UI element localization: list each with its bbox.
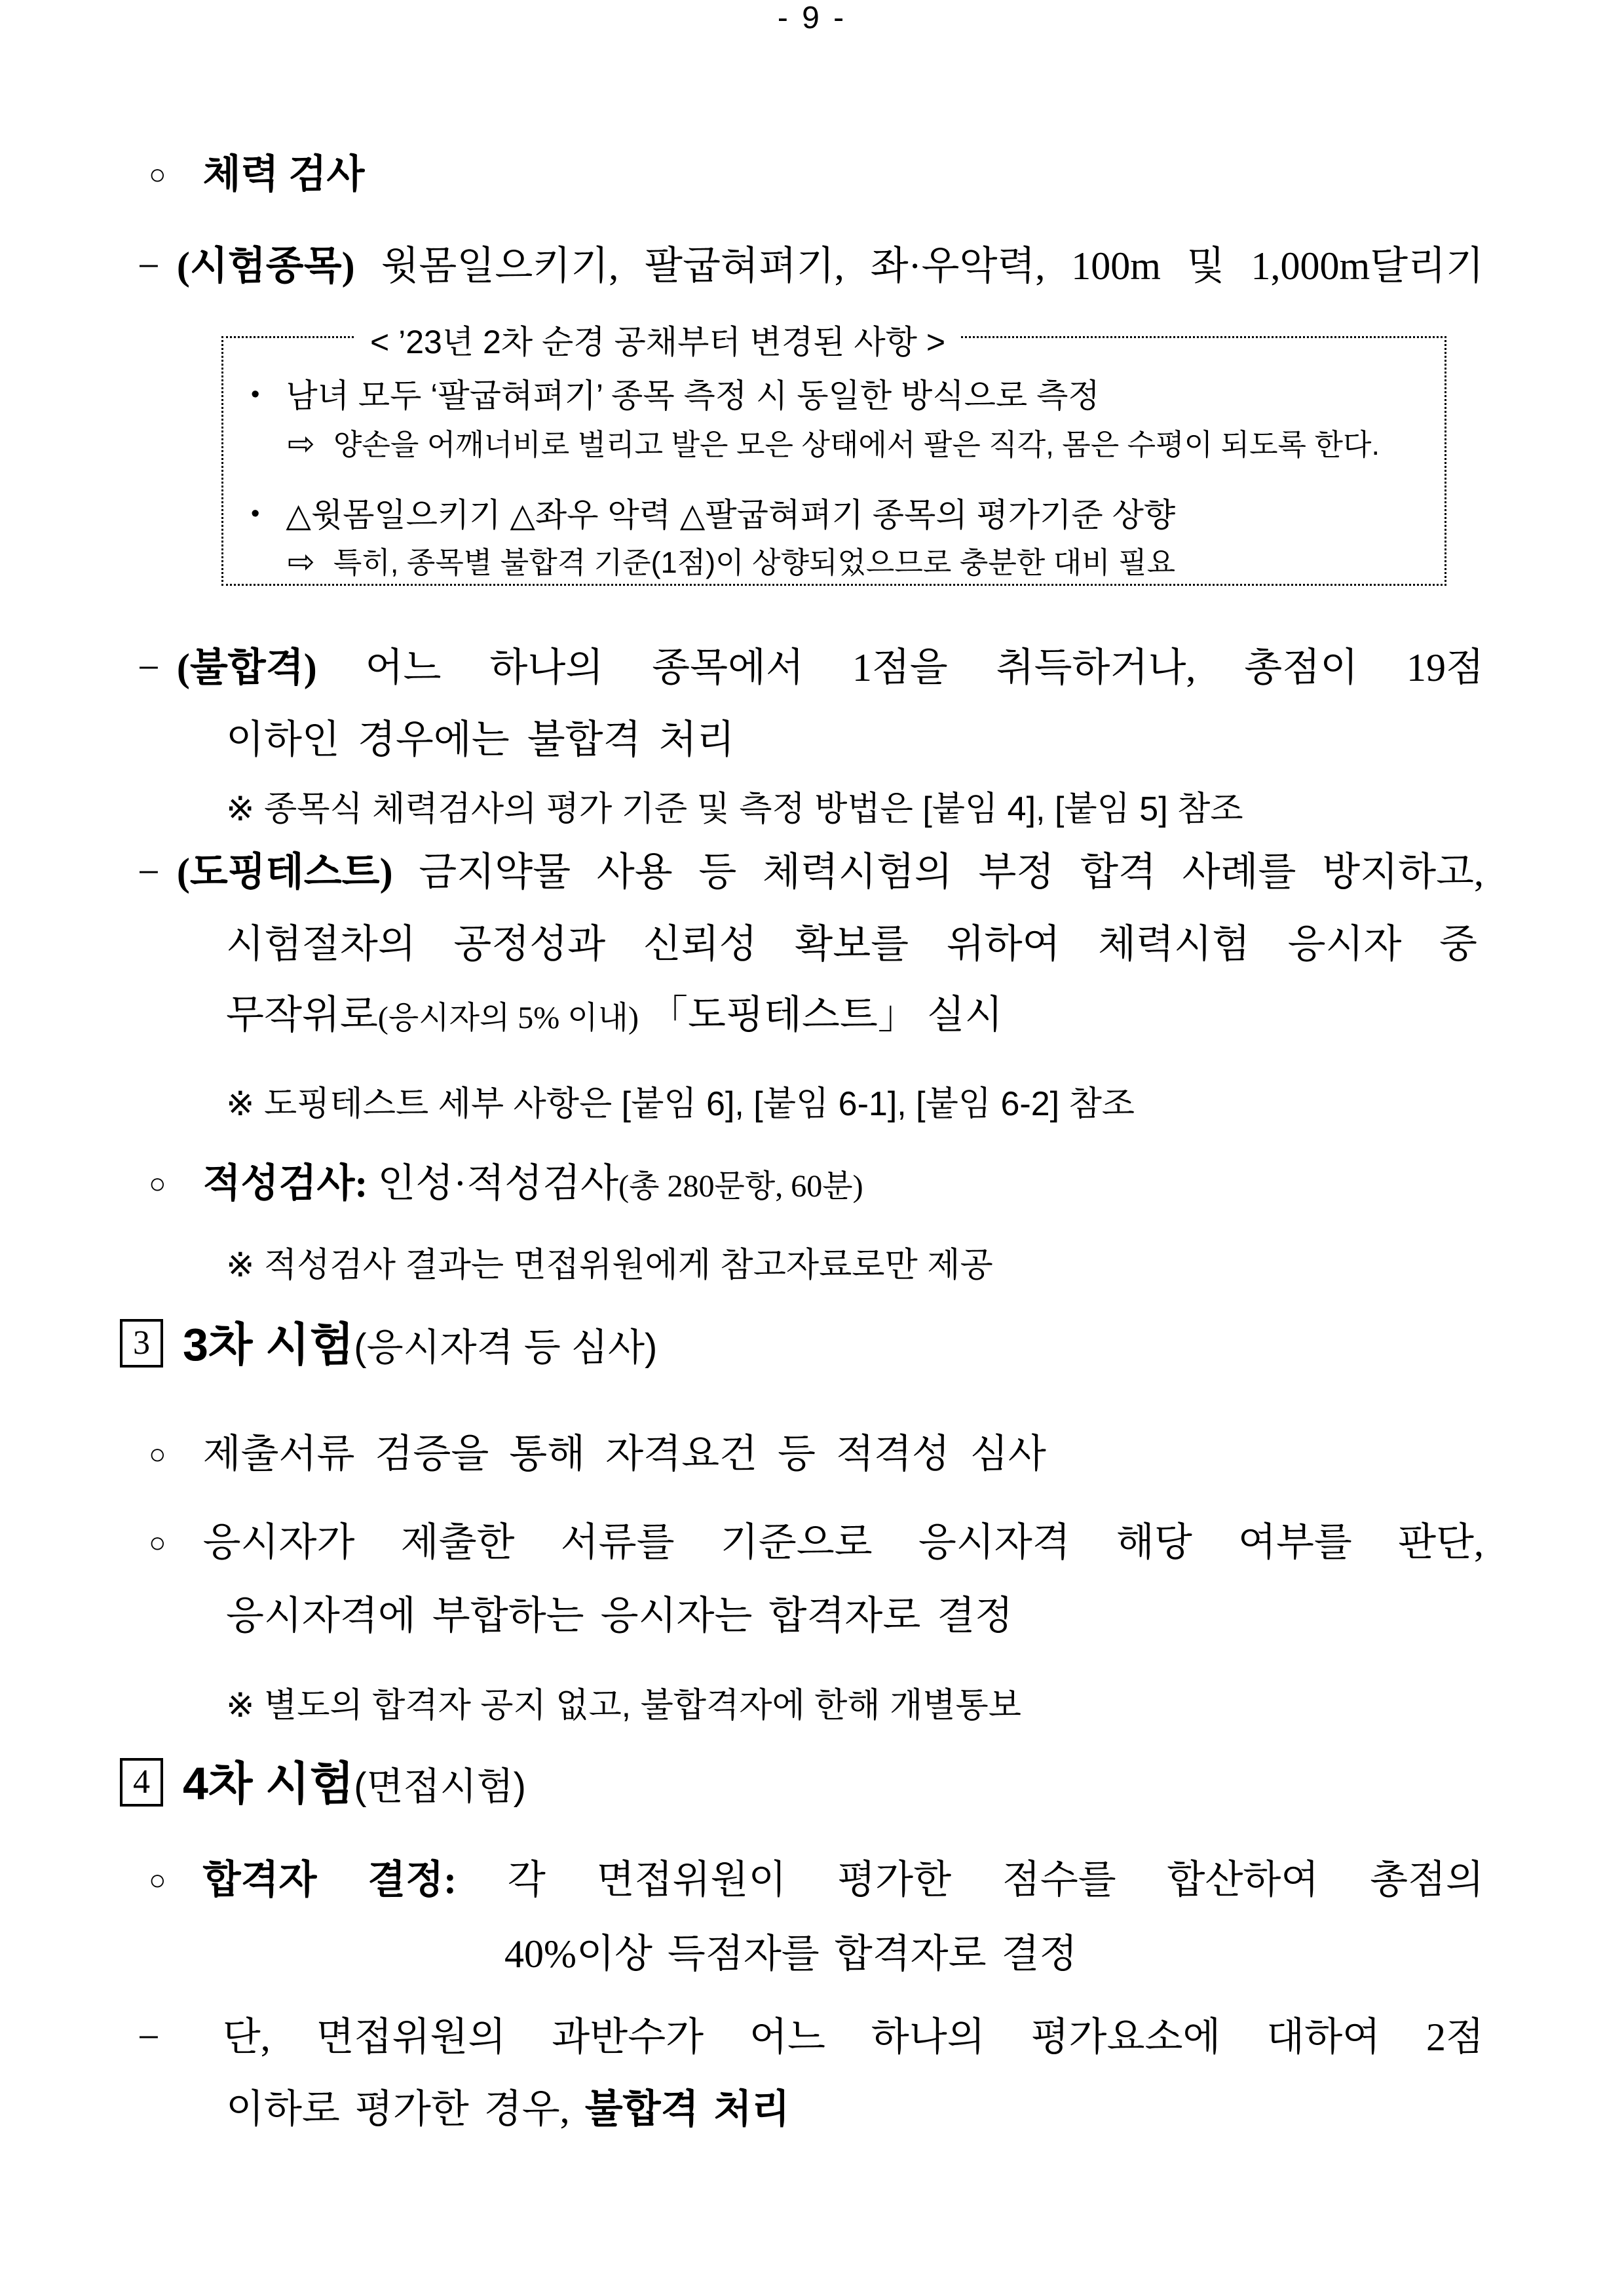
right-arrow-icon: ⇨ <box>288 543 315 580</box>
boxed-number-3-icon: 3 <box>120 1319 163 1368</box>
exam3-note-text: ※ 별도의 합격자 공지 없고, 불합격자에 한해 개별통보 <box>226 1687 1022 1725</box>
aptitude-text: 인성·적성검사 <box>368 1162 619 1205</box>
exam4-decision-line-2 <box>504 1932 1078 1977</box>
exam3-item-1-text: 제출서류 검증을 통해 자격요건 등 적격성 심사 <box>202 1432 1046 1476</box>
aptitude-note <box>226 1237 993 1286</box>
fail-rule-label: (불합격) <box>176 646 317 689</box>
page-number-text: - 9 - <box>777 1 847 35</box>
exam4-decision-text-1: 각 면접위원이 평가한 점수를 합산하여 총점의 <box>457 1858 1484 1902</box>
exam3-item-2-line-1 <box>149 1520 1484 1565</box>
fail-rule-text-1: 어느 하나의 종목에서 1점을 취득하거나, 총점이 19점 <box>316 646 1484 689</box>
physical-test-heading-text: 체력 검사 <box>202 153 365 196</box>
change-item-2-text: △윗몸일으키기 △좌우 악력 △팔굽혀펴기 종목의 평가기준 상향 <box>286 497 1176 533</box>
right-arrow-icon: ⇨ <box>288 425 315 462</box>
dash-bullet-icon: − <box>138 244 160 288</box>
doping-label: (도핑테스트) <box>176 851 393 894</box>
circle-bullet-icon: ○ <box>149 1864 166 1896</box>
doping-text-1: 금지약물 사용 등 체력시험의 부정 합격 사례를 방지하고, <box>392 851 1484 894</box>
page-number <box>0 0 1624 36</box>
change-item-1 <box>251 370 1100 417</box>
fail-rule-line-1 <box>138 645 1484 691</box>
circle-bullet-icon: ○ <box>149 1527 166 1559</box>
aptitude-label: 적성검사: <box>202 1162 368 1205</box>
circle-bullet-icon: ○ <box>149 1168 166 1200</box>
test-events-text: 윗몸일으키기, 팔굽혀펴기, 좌·우악력, 100m 및 1,000m달리기 <box>354 244 1484 288</box>
doping-line-3 <box>226 993 1003 1038</box>
fitness-criteria-note <box>226 781 1243 830</box>
doping-text-2: 시험절차의 공정성과 신뢰성 확보를 위하여 체력시험 응시자 중 <box>226 923 1477 966</box>
change-item-1-note <box>288 421 1380 463</box>
exam3-subtitle: (응시자격 등 심사) <box>354 1326 658 1369</box>
boxed-number-4-icon: 4 <box>120 1758 163 1807</box>
aptitude-line <box>149 1161 863 1206</box>
dot-bullet-icon: • <box>251 500 260 527</box>
physical-test-heading <box>149 152 364 197</box>
doping-line-2 <box>226 922 1477 967</box>
exam4-fail-line-2 <box>226 2087 790 2132</box>
circle-bullet-icon: ○ <box>149 1438 166 1470</box>
dash-bullet-icon: − <box>138 851 160 894</box>
aptitude-detail: (총 280문항, 60분) <box>618 1169 863 1204</box>
exam4-fail-text-2: 이하로 평가한 경우, <box>226 2088 585 2131</box>
exam4-fail-text-1: 단, 면접위원의 과반수가 어느 하나의 평가요소에 대하여 2점 <box>176 2016 1484 2059</box>
doping-line-1 <box>138 850 1484 895</box>
exam4-fail-bold: 불합격 처리 <box>584 2088 790 2131</box>
dash-bullet-icon: − <box>138 646 160 689</box>
change-item-2-note-text: 특히, 종목별 불합격 기준(1점)이 상향되었으므로 충분한 대비 필요 <box>333 546 1176 579</box>
doping-sample-rate: (응시자의 5% 이내) <box>377 1001 639 1035</box>
change-item-2 <box>251 489 1175 536</box>
exam3-title: 3차 시험 <box>183 1319 354 1370</box>
dot-bullet-icon: • <box>251 381 260 408</box>
change-item-1-note-text: 양손을 어깨너비로 벌리고 발은 모은 상태에서 팔은 직각, 몸은 수평이 되도록 한다. <box>333 428 1380 461</box>
test-events-line <box>138 244 1484 289</box>
exam4-subtitle: (면접시험) <box>354 1765 526 1808</box>
aptitude-note-text: ※ 적성검사 결과는 면접위원에게 참고자료로만 제공 <box>226 1246 993 1284</box>
exam3-item-1 <box>149 1432 1046 1477</box>
exam4-fail-line-1 <box>138 2015 1484 2060</box>
fail-rule-line-2 <box>226 718 735 763</box>
doping-text-3-pre: 무작위로 <box>226 993 378 1037</box>
change-item-2-note <box>288 539 1175 581</box>
exam4-decision-text-2: 40%이상 득점자를 합격자로 결정 <box>504 1932 1078 1976</box>
exam3-item-2-text-1: 응시자가 제출한 서류를 기준으로 응시자격 해당 여부를 판단, <box>202 1521 1484 1564</box>
exam3-note <box>226 1677 1021 1727</box>
exam3-item-2-text-2: 응시자격에 부합하는 응시자는 합격자로 결정 <box>226 1594 1013 1637</box>
exam4-decision-label: 합격자 결정: <box>202 1858 457 1902</box>
circle-bullet-icon: ○ <box>149 159 166 191</box>
dash-bullet-icon: − <box>138 2016 160 2059</box>
fail-rule-text-2: 이하인 경우에는 불합격 처리 <box>226 718 735 761</box>
change-notice-box <box>221 324 1446 586</box>
change-notice-box-title: < ’23년 2차 순경 공채부터 변경된 사항 > <box>354 316 961 363</box>
test-events-label: (시험종목) <box>176 244 355 288</box>
exam3-item-2-line-2 <box>226 1594 1013 1639</box>
exam4-decision-line-1 <box>149 1858 1484 1903</box>
doping-text-3-post: 「도핑테스트」 실시 <box>639 993 1003 1037</box>
exam4-heading <box>120 1757 526 1810</box>
fitness-criteria-note-text: ※ 종목식 체력검사의 평가 기준 및 측정 방법은 [붙임 4], [붙임 5] 참조 <box>226 790 1243 828</box>
exam4-title: 4차 시험 <box>183 1758 354 1809</box>
exam3-heading <box>120 1318 657 1371</box>
change-item-1-text: 남녀 모두 ‘팔굽혀펴기’ 종목 측정 시 동일한 방식으로 측정 <box>286 377 1100 414</box>
doping-detail-note-text: ※ 도핑테스트 세부 사항은 [붙임 6], [붙임 6-1], [붙임 6-2] 참조 <box>226 1085 1135 1123</box>
doping-detail-note <box>226 1076 1135 1125</box>
